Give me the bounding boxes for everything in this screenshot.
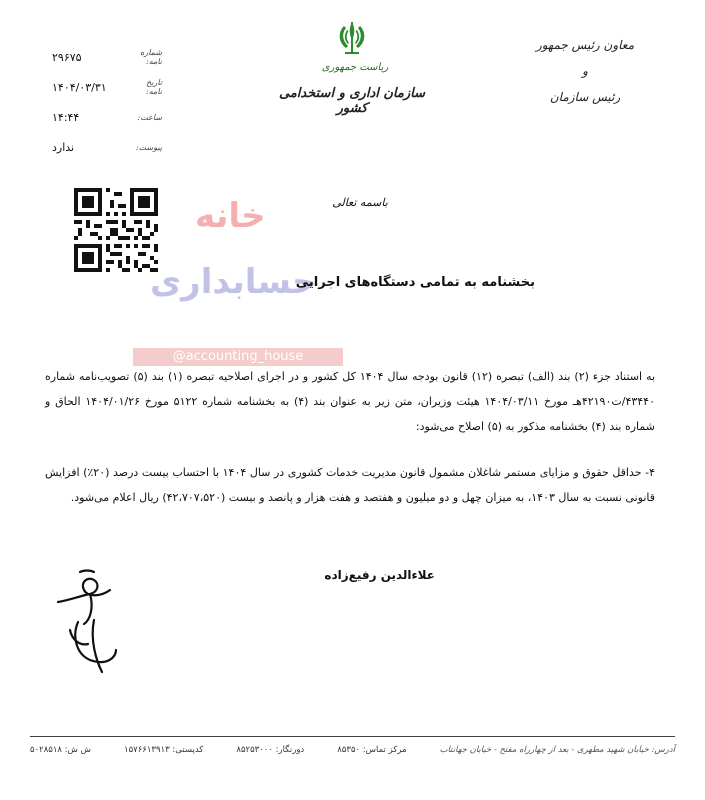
signatory-name: علاءالدین رفیع‌زاده [324,568,435,582]
body-paragraph-2: ۴- حداقل حقوق و مزایای مستمر شاغلان مشمول قانون مدیریت خدمات کشوری در سال ۱۴۰۴ با احتساب بیست درصد (۲۰٪) افزایش قانونی نسبت به سال ۱۴۰۳، به میزان چهل و دو میلیون و هفتصد و هفت هزار و پانصد و بیست (۴۲،۷۰۷،۵۲۰) ریال اعلام می‌شود. [45,466,655,504]
watermark-line-2: حسابداری [150,262,317,302]
watermark-handle: @accounting_house [133,348,343,366]
watermark-line-1: خانه [195,196,266,236]
footer [30,740,675,760]
attachment-value: ندارد [52,140,75,154]
footer-postal-code: کدپستی: ۱۵۷۶۶۱۳۹۱۳ [124,745,204,755]
bismillah: باسمه تعالی [332,196,388,209]
vice-president-title [525,32,645,110]
letter-date-label: تاریخ نامه: [146,78,162,96]
footer-fax: دورنگار: ۸۵۲۵۳۰۰۰ [236,745,305,755]
attachment-label: پیوست: [135,142,162,152]
handwritten-signature-icon [50,560,180,680]
letter-time-value: ۱۴:۴۴ [52,110,80,124]
qr-code-icon [74,188,158,272]
letter-time-label: ساعت: [137,112,162,122]
body-paragraph-1: به استناد جزء (۲) بند (الف) تبصره (۱۲) قانون بودجه سال ۱۴۰۴ کل کشور و در اجرای اصلاحیه تبصره (۱) بند (۵) تصویب‌نامه شماره ۴۳۴۴۰/ت۴۲۱۹۰هـ مورخ ۱۴۰۴/۰۳/۱۱ هیئت وزیران، متن زیر به عنوان بند (۴) به بخشنامه شماره ۵۱۲۲ مورخ ۱۴۰۴/۰۱/۲۶ الحاق و شماره بند (۴) بخشنامه مذکور به (۵) اصلاح می‌شود: [45,370,656,433]
footer-divider [30,736,675,737]
letter-number-value: ۲۹۶۷۵ [52,50,82,64]
letter-number-label: شماره نامه: [140,48,162,66]
iran-emblem-icon [332,18,372,58]
organization-name: سازمان اداری و استخدامی کشور [279,86,425,116]
footer-id-number: ش ش: ۵۰۲۸۵۱۸ [30,745,91,755]
letter-date-value: ۱۴۰۴/۰۳/۳۱ [52,80,107,94]
letter-metadata [52,42,162,162]
circular-title: بخشنامه به تمامی دستگاه‌های اجرایی [295,275,535,290]
footer-address: آدرس: خیابان شهید مطهری - بعد از چهارراه مفتح - خیابان جهانتاب [439,745,675,755]
head-of-organization-line: رئیس سازمان [549,90,621,104]
and-line: و [582,64,588,78]
vice-president-line: معاون رئیس جمهور [535,38,635,52]
footer-call-center: مرکز تماس: ۸۵۳۵۰ [337,745,407,755]
presidency-label: ریاست جمهوری [321,62,389,73]
